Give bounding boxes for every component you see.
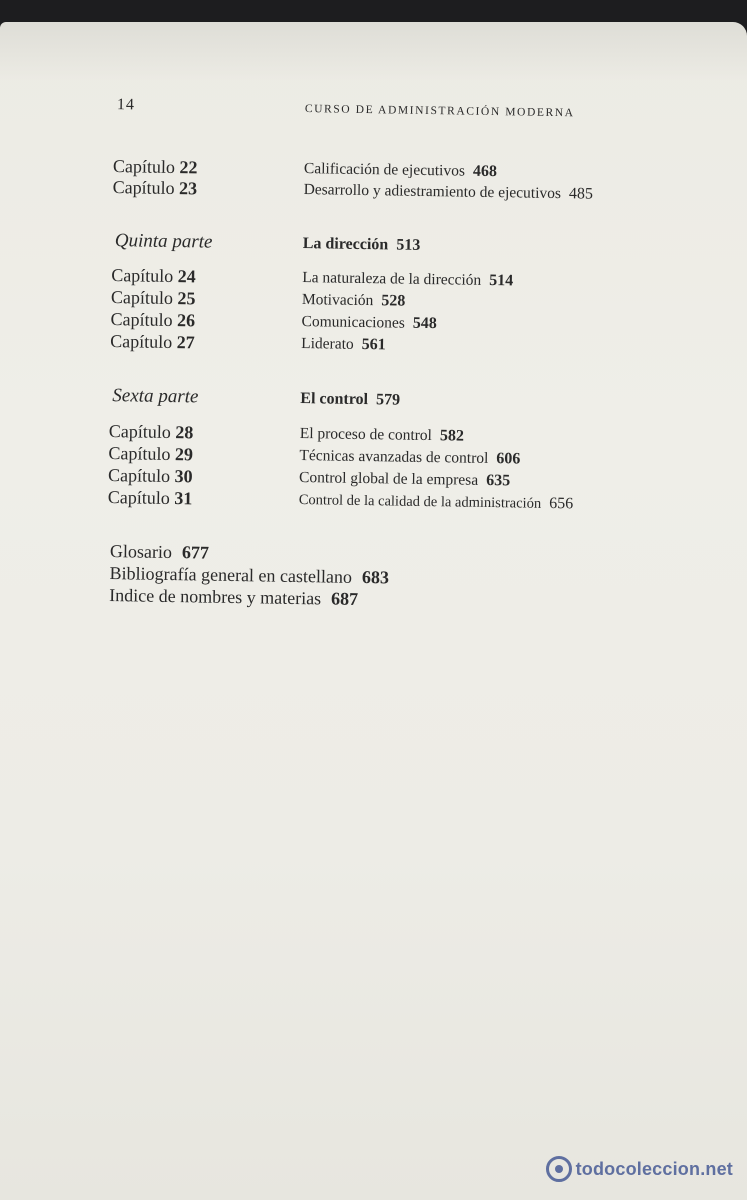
book-page	[0, 22, 747, 1200]
chapter-title: Técnicas avanzadas de control 606	[299, 447, 521, 468]
part-label: Sexta parte	[112, 385, 199, 408]
chapter-label: Capítulo 31	[107, 487, 193, 509]
part-title: La dirección 513	[302, 235, 421, 254]
chapter-title: Comunicaciones 548	[301, 313, 438, 333]
todocoleccion-logo-icon	[546, 1156, 572, 1182]
chapter-title: Liderato 561	[301, 335, 386, 354]
chapter-label: Capítulo 26	[110, 309, 196, 331]
chapter-label: Capítulo 29	[108, 443, 194, 465]
chapter-title: Desarrollo y adiestramiento de ejecutivos 485	[303, 181, 594, 203]
chapter-label: Capítulo 30	[107, 465, 193, 487]
backmatter-item: Indice de nombres y materias 687	[109, 585, 359, 609]
page-number: 14	[116, 96, 136, 114]
chapter-title: Motivación 528	[301, 291, 406, 310]
chapter-title: Control de la calidad de la administración 656	[298, 492, 574, 513]
running-header: CURSO DE ADMINISTRACIÓN MODERNA	[304, 103, 575, 120]
backmatter-item: Glosario 677	[109, 541, 210, 563]
chapter-label: Capítulo 27	[110, 331, 195, 353]
chapter-title: El proceso de control 582	[299, 425, 465, 445]
watermark-text: todocoleccion.net	[575, 1158, 733, 1179]
chapter-title: Calificación de ejecutivos 468	[303, 160, 498, 181]
table-of-contents	[0, 22, 747, 1200]
chapter-title: La naturaleza de la dirección 514	[302, 269, 514, 290]
part-title: El control 579	[300, 390, 401, 409]
chapter-label: Capítulo 24	[111, 265, 196, 287]
chapter-label: Capítulo 23	[112, 177, 198, 199]
watermark	[546, 1156, 733, 1182]
backmatter-item: Bibliografía general en castellano 683	[109, 563, 390, 588]
part-label: Quinta parte	[114, 230, 213, 253]
chapter-label: Capítulo 25	[110, 287, 196, 309]
chapter-title: Control global de la empresa 635	[298, 469, 511, 490]
chapter-label: Capítulo 28	[108, 421, 194, 443]
chapter-label: Capítulo 22	[112, 156, 198, 178]
